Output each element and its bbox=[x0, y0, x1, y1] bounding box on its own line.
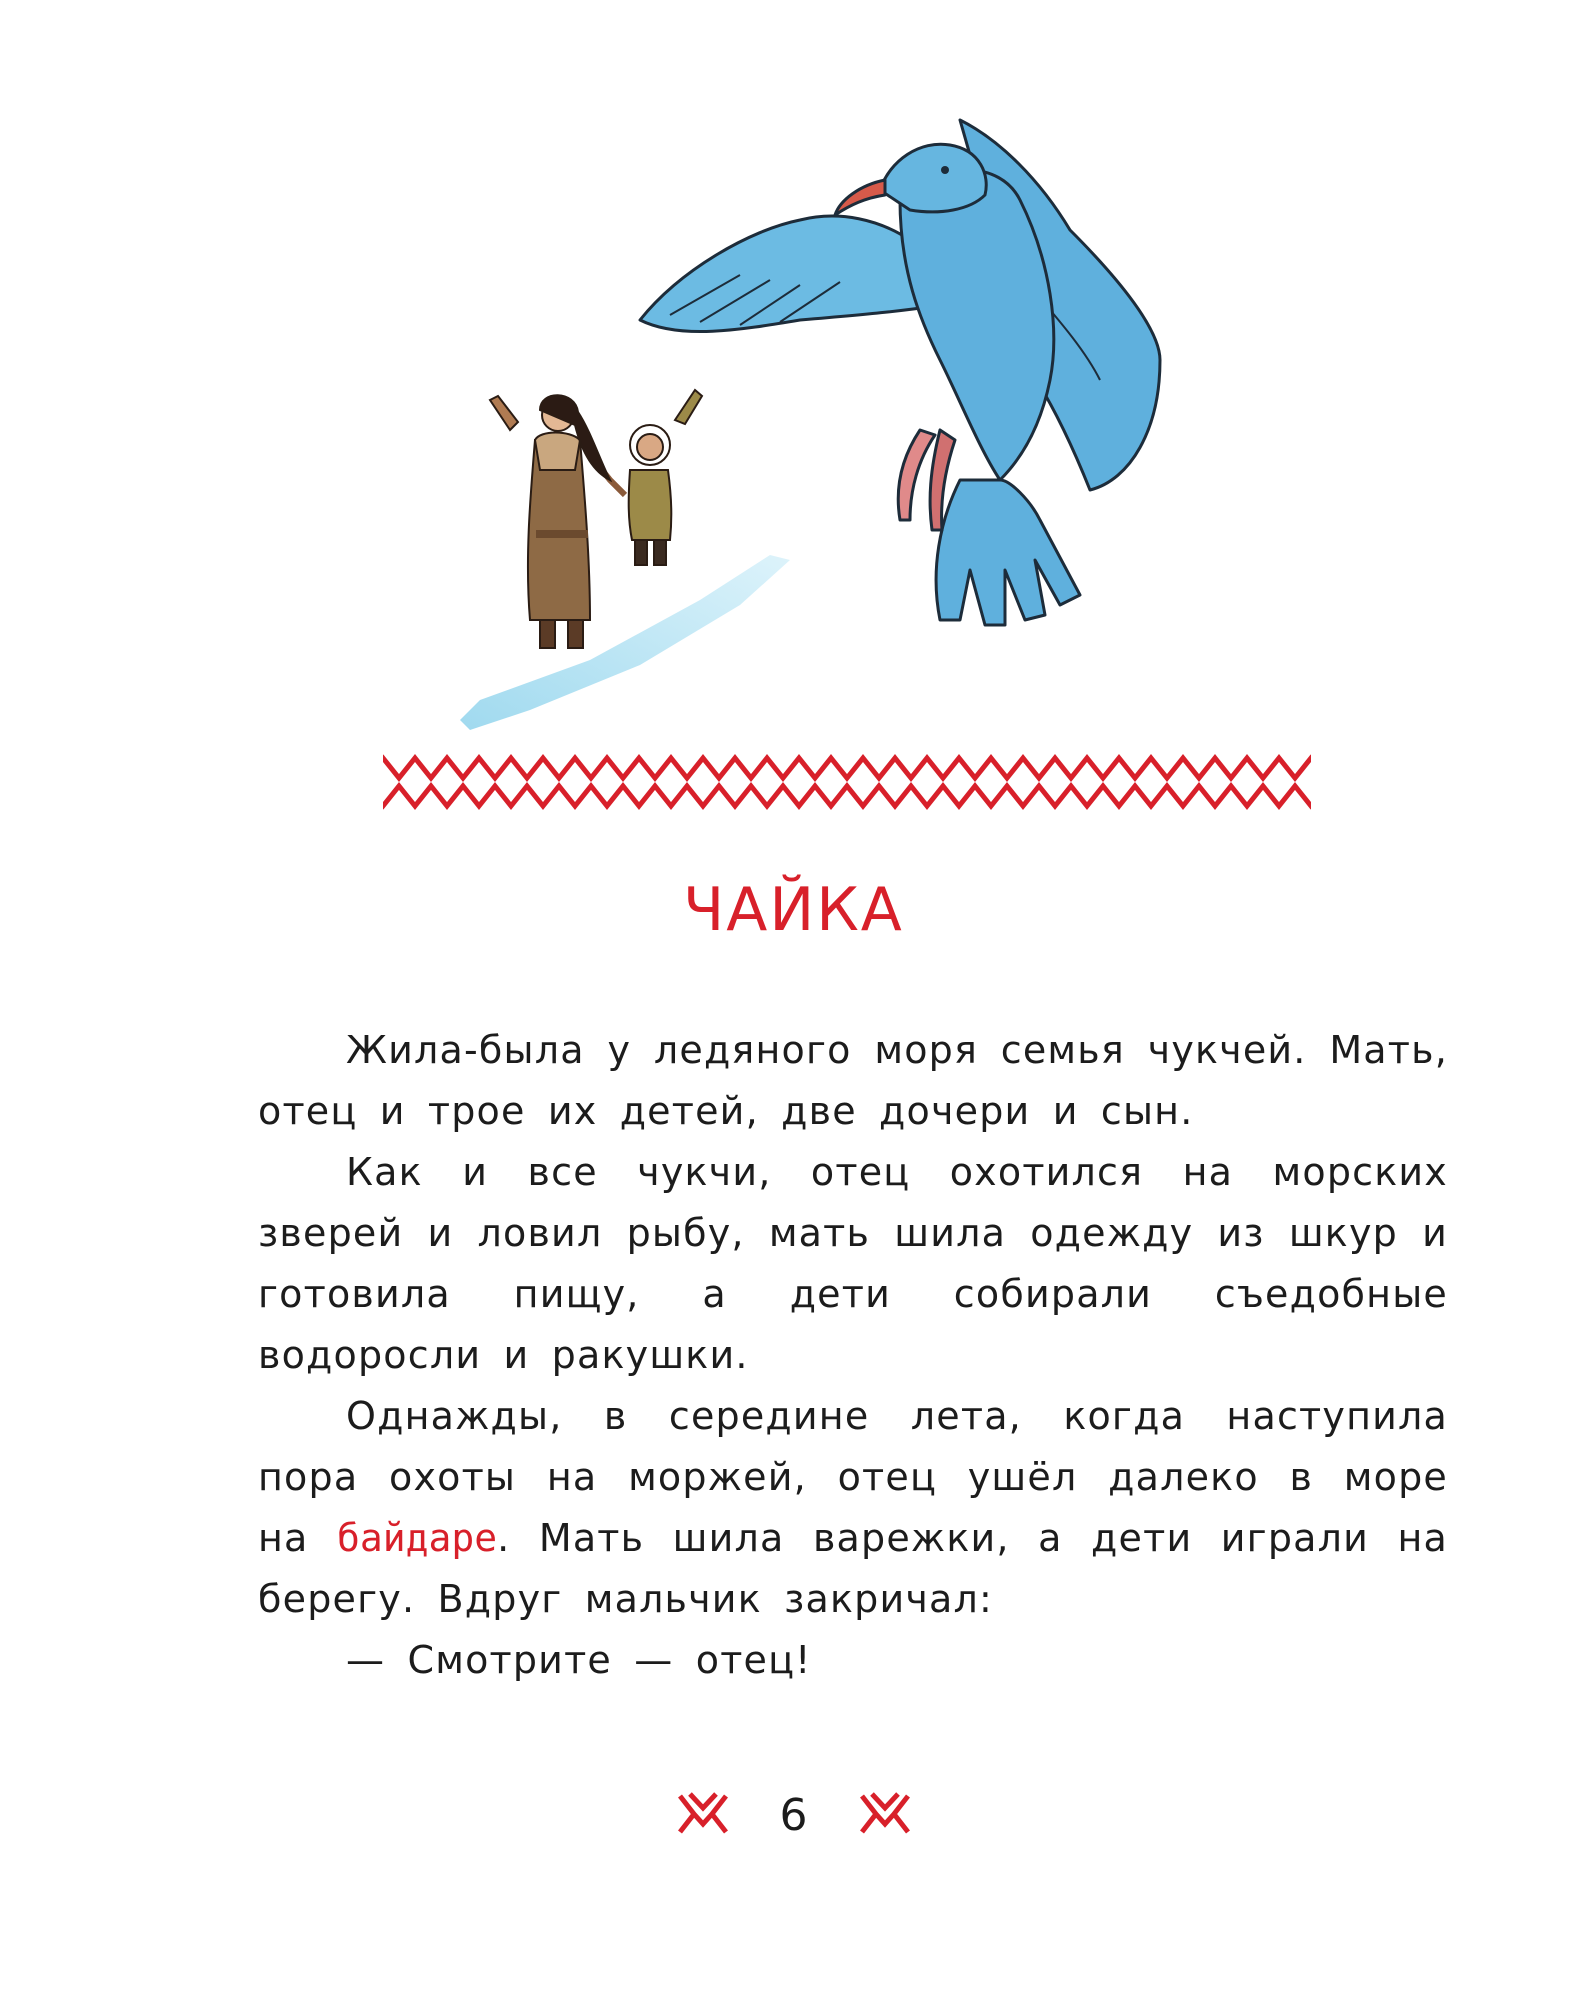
paragraph-text: Однажды, в середине лета, когда наступила пора охоты на моржей, отец ушёл далеко в море на bbox=[258, 1394, 1448, 1560]
gull-bird bbox=[640, 120, 1160, 625]
story-text bbox=[258, 1020, 1448, 1691]
paragraph: Жила-была у ледяного моря семья чукчей. Мать, отец и трое их детей, две дочери и сын. bbox=[258, 1028, 1448, 1133]
snow-path bbox=[460, 555, 790, 730]
ornament-icon bbox=[858, 1788, 912, 1842]
ornament-icon bbox=[676, 1788, 730, 1842]
paragraph: — Смотрите — отец! bbox=[346, 1638, 812, 1682]
mother-figure bbox=[490, 395, 625, 648]
paragraph-text: . Мать шила варежки, а дети играли на берегу. Вдруг мальчик закричал: bbox=[258, 1516, 1448, 1621]
glossary-term-link[interactable]: байдаре bbox=[336, 1516, 498, 1560]
paragraph: Как и все чукчи, отец охотился на морских зверей и ловил рыбу, мать шила одежду из шкур и готовила пищу, а дети собирали съедобные водоросли и ракушки. bbox=[258, 1150, 1448, 1377]
child-figure bbox=[629, 390, 702, 565]
page-footer bbox=[0, 1785, 1587, 1845]
paragraph bbox=[258, 1386, 1448, 1630]
story-title: ЧАЙКА bbox=[683, 875, 904, 945]
ornament-band bbox=[383, 750, 1311, 814]
page-number: 6 bbox=[779, 1789, 808, 1841]
seagull-illustration bbox=[440, 100, 1200, 740]
